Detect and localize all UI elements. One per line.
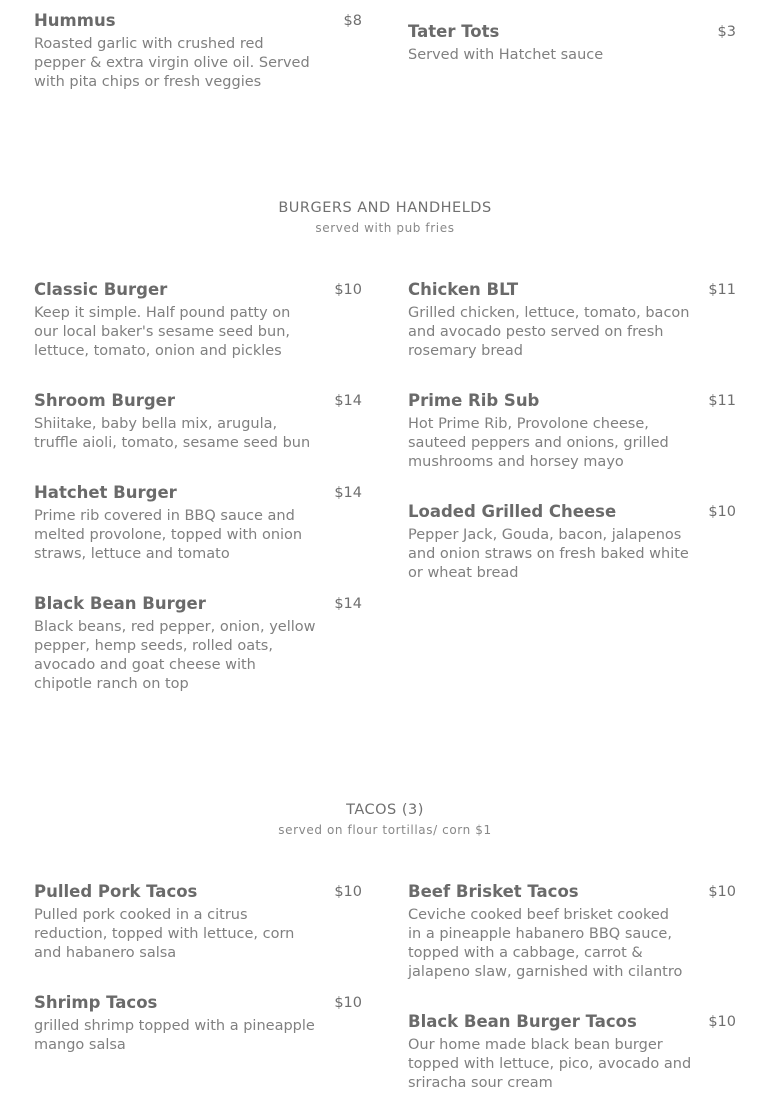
item-name: Classic Burger — [34, 280, 168, 299]
item-description: Served with Hatchet sauce — [408, 47, 604, 63]
item-price: $3 — [717, 24, 736, 40]
item-name: Loaded Grilled Cheese — [408, 502, 617, 521]
item-name: Pulled Pork Tacos — [34, 882, 198, 901]
item-name: Beef Brisket Tacos — [408, 882, 579, 901]
section-subtitle-tacos: served on flour tortillas/ corn $1 — [278, 823, 492, 837]
item-name: Hummus — [34, 11, 116, 30]
item-name: Shrimp Tacos — [34, 993, 158, 1012]
item-description: Shiitake, baby bella mix, arugula, truffle aioli, tomato, sesame seed bun — [34, 416, 311, 451]
item-description: Black beans, red pepper, onion, yellow pepper, hemp seeds, rolled oats, avocado and goat cheese with chipotle ranch on top — [34, 619, 316, 692]
item-description: Keep it simple. Half pound patty on our local baker's sesame seed bun, lettuce, tomato, onion and pickles — [34, 305, 291, 359]
item-description: Prime rib covered in BBQ sauce and melted provolone, topped with onion straws, lettuce and tomato — [34, 508, 303, 562]
item-price: $10 — [708, 884, 736, 900]
item-price: $10 — [708, 504, 736, 520]
item-description: Grilled chicken, lettuce, tomato, bacon and avocado pesto served on fresh rosemary bread — [408, 305, 690, 359]
item-description: Pepper Jack, Gouda, bacon, jalapenos and onion straws on fresh baked white or wheat bread — [408, 527, 689, 581]
item-price: $14 — [334, 393, 362, 409]
item-description: Hot Prime Rib, Provolone cheese, sauteed peppers and onions, grilled mushrooms and horsey mayo — [408, 416, 669, 470]
item-price: $8 — [343, 13, 362, 29]
section-title-burgers: BURGERS AND HANDHELDS — [278, 200, 492, 216]
item-description: grilled shrimp topped with a pineapple mango salsa — [34, 1018, 315, 1053]
item-name: Black Bean Burger — [34, 594, 206, 613]
item-description: Our home made black bean burger topped with lettuce, pico, avocado and sriracha sour cream — [408, 1037, 692, 1091]
item-price: $11 — [708, 393, 736, 409]
item-description: Roasted garlic with crushed red pepper & extra virgin olive oil. Served with pita chips or fresh veggies — [34, 36, 310, 90]
item-price: $11 — [708, 282, 736, 298]
item-name: Hatchet Burger — [34, 483, 177, 502]
item-name: Chicken BLT — [408, 280, 519, 299]
item-price: $14 — [334, 485, 362, 501]
item-price: $10 — [334, 884, 362, 900]
item-price: $14 — [334, 596, 362, 612]
item-name: Black Bean Burger Tacos — [408, 1012, 637, 1031]
item-name: Tater Tots — [408, 22, 500, 41]
item-description: Pulled pork cooked in a citrus reduction, topped with lettuce, corn and habanero salsa — [34, 907, 295, 961]
item-description: Ceviche cooked beef brisket cooked in a pineapple habanero BBQ sauce, topped with a cabbage, carrot & jalapeno slaw, garnished with cilantro — [408, 907, 683, 980]
item-name: Prime Rib Sub — [408, 391, 540, 410]
item-name: Shroom Burger — [34, 391, 175, 410]
item-price: $10 — [334, 995, 362, 1011]
item-price: $10 — [334, 282, 362, 298]
item-price: $10 — [708, 1014, 736, 1030]
section-subtitle-burgers: served with pub fries — [315, 221, 455, 235]
section-title-tacos: TACOS (3) — [346, 802, 424, 818]
